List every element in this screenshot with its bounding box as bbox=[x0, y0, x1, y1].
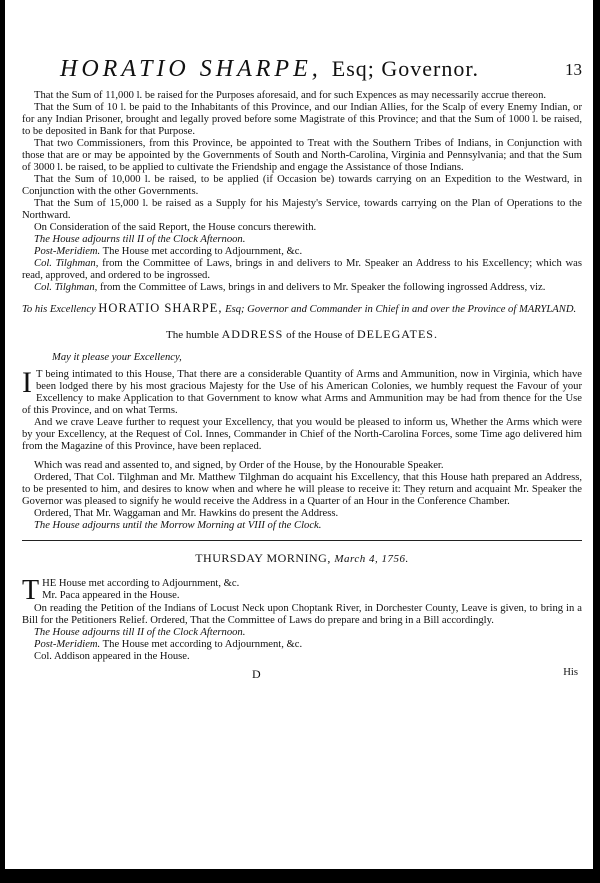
adjournment-line: The House adjourns until the Morrow Morning at VIII of the Clock. bbox=[34, 520, 322, 531]
scan-edge-right bbox=[593, 0, 600, 883]
drop-cap: I bbox=[22, 366, 32, 399]
document-page bbox=[22, 56, 582, 683]
address-recipient: To his Excellency HORATIO SHARPE, Esq; Governor and Commander in Chief in and over the Province of MARYLAND. bbox=[22, 301, 577, 315]
signature-mark: D bbox=[252, 667, 261, 681]
section-divider bbox=[22, 540, 582, 541]
thursday-proceedings bbox=[22, 575, 582, 663]
resolution-paragraph: On Consideration of the said Report, the House concurs therewith. bbox=[34, 222, 317, 233]
resolutions bbox=[22, 90, 582, 234]
tilghman-ingrossed-paragraph: Col. Tilghman, from the Committee of Laws, brings in and delivers to Mr. Speaker the following ingrossed Address, viz. bbox=[34, 282, 546, 293]
scan-edge-bottom bbox=[0, 869, 600, 883]
salutation: May it please your Excellency, bbox=[52, 352, 182, 363]
section-heading: THURSDAY MORNING, March 4, 1756. bbox=[195, 551, 409, 565]
running-title-suffix: Esq; Governor. bbox=[331, 56, 479, 81]
order-paragraph: Ordered, That Col. Tilghman and Mr. Matthew Tilghman do acquaint his Excellency, that this House hath prepared an Address, to be presented to him, and desires to know when and where he will please to receive it: They return and acquaint Mr. Speaker the Governor was pleased to signify he would receive the Address in a Quarter of an Hour in the Conference Chamber. bbox=[22, 472, 582, 507]
adjournment-line: The House adjourns till II of the Clock Afternoon. bbox=[34, 234, 246, 245]
resolution-paragraph: That the Sum of 10 l. be paid to the Inhabitants of this Province, and our Indian Allies, for the Scalp of every Enemy Indian, or for any Indian Prisoner, brought and legally proved before some Magistrate of this Province; and that the Sum of 1000 l. be raised, to be deposited in Bank for that Purpose. bbox=[22, 102, 582, 137]
resolution-paragraph: That the Sum of 11,000 l. be raised for the Purposes aforesaid, and for such Expences as may necessarily accrue thereon. bbox=[34, 90, 547, 101]
order-paragraph: Ordered, That Mr. Waggaman and Mr. Hawkins do present the Address. bbox=[34, 508, 339, 519]
opening-line: THE House met according to Adjournment, &c. bbox=[22, 575, 240, 606]
page-footer bbox=[22, 667, 582, 683]
recipient-name: HORATIO SHARPE, bbox=[98, 301, 223, 315]
scan-edge-left bbox=[0, 0, 5, 883]
adjournment-line: The House adjourns till II of the Clock Afternoon. bbox=[34, 627, 246, 638]
attendance-line: Mr. Paca appeared in the House. bbox=[42, 590, 180, 601]
post-meridiem-line: Post-Meridiem. The House met according to Adjournment, &c. bbox=[34, 639, 303, 650]
tilghman-address-paragraph: Col. Tilghman, from the Committee of Laws, brings in and delivers to Mr. Speaker an Address to his Excellency; which was read, approved, and ordered to be ingrossed. bbox=[22, 258, 582, 281]
petition-paragraph: On reading the Petition of the Indians of Locust Neck upon Choptank River, in Dorchester County, Leave is given, to bring in a Bill for the Petitioners Relief. Ordered, That the Committee of Laws do prepare and bring in a Bill accordingly. bbox=[22, 603, 582, 626]
section-date: March 4, 1756. bbox=[334, 553, 409, 565]
drop-cap: T bbox=[22, 575, 40, 606]
running-header bbox=[22, 56, 582, 90]
post-meridiem-line: Post-Meridiem. The House met according to Adjournment, &c. bbox=[34, 246, 303, 257]
assent-paragraph: Which was read and assented to, and signed, by Order of the House, by the Honourable Speaker. bbox=[34, 460, 444, 471]
address-paragraph: And we crave Leave further to request your Excellency, that you would be pleased to inform us, Whether the Arms which were by your Excellency, at the Request of Col. Innes, Commander in Chief of the North-Carolina Forces, some Time ago delivered him from the Magazine of this Province, have been replaced. bbox=[22, 417, 582, 452]
address-body bbox=[22, 366, 582, 453]
address-title: The humble ADDRESS of the House of DELEGATES. bbox=[166, 327, 438, 341]
address-paragraph: I T being intimated to this House, That there are a considerable Quantity of Arms and Ammunition, now in Virginia, which have been lodged there by his most gracious Majesty for the Use of his American Colonies, we humbly request the Favour of your Excellency to make Application to that Government to know what Arms and Ammunition may be had from thence for the Use of this Province, and on what Terms. bbox=[22, 366, 582, 416]
resolution-paragraph: That two Commissioners, from this Province, be appointed to Treat with the Southern Tribes of Indians, in Conjunction with those that are or may be appointed by the Governments of South and North-Carolina, Virginia and Pennsylvania; and that the Sum of 3000 l. be raised, to be applied to cultivate the Friendship and engage the Assistance of those Indians. bbox=[22, 138, 582, 173]
catchword: His bbox=[563, 667, 578, 678]
page-number: 13 bbox=[565, 60, 582, 79]
resolution-paragraph: That the Sum of 10,000 l. be raised, to be applied (if Occasion be) towards carrying on an Expedition to the Westward, in Conjunction with the other Governments. bbox=[22, 174, 582, 197]
attendance-line: Col. Addison appeared in the House. bbox=[34, 651, 190, 662]
running-title: HORATIO SHARPE, Esq; Governor. bbox=[60, 56, 479, 82]
resolution-paragraph: That the Sum of 15,000 l. be raised as a Supply for his Majesty's Service, towards carrying on the Plan of Operations to the Northward. bbox=[22, 198, 582, 221]
